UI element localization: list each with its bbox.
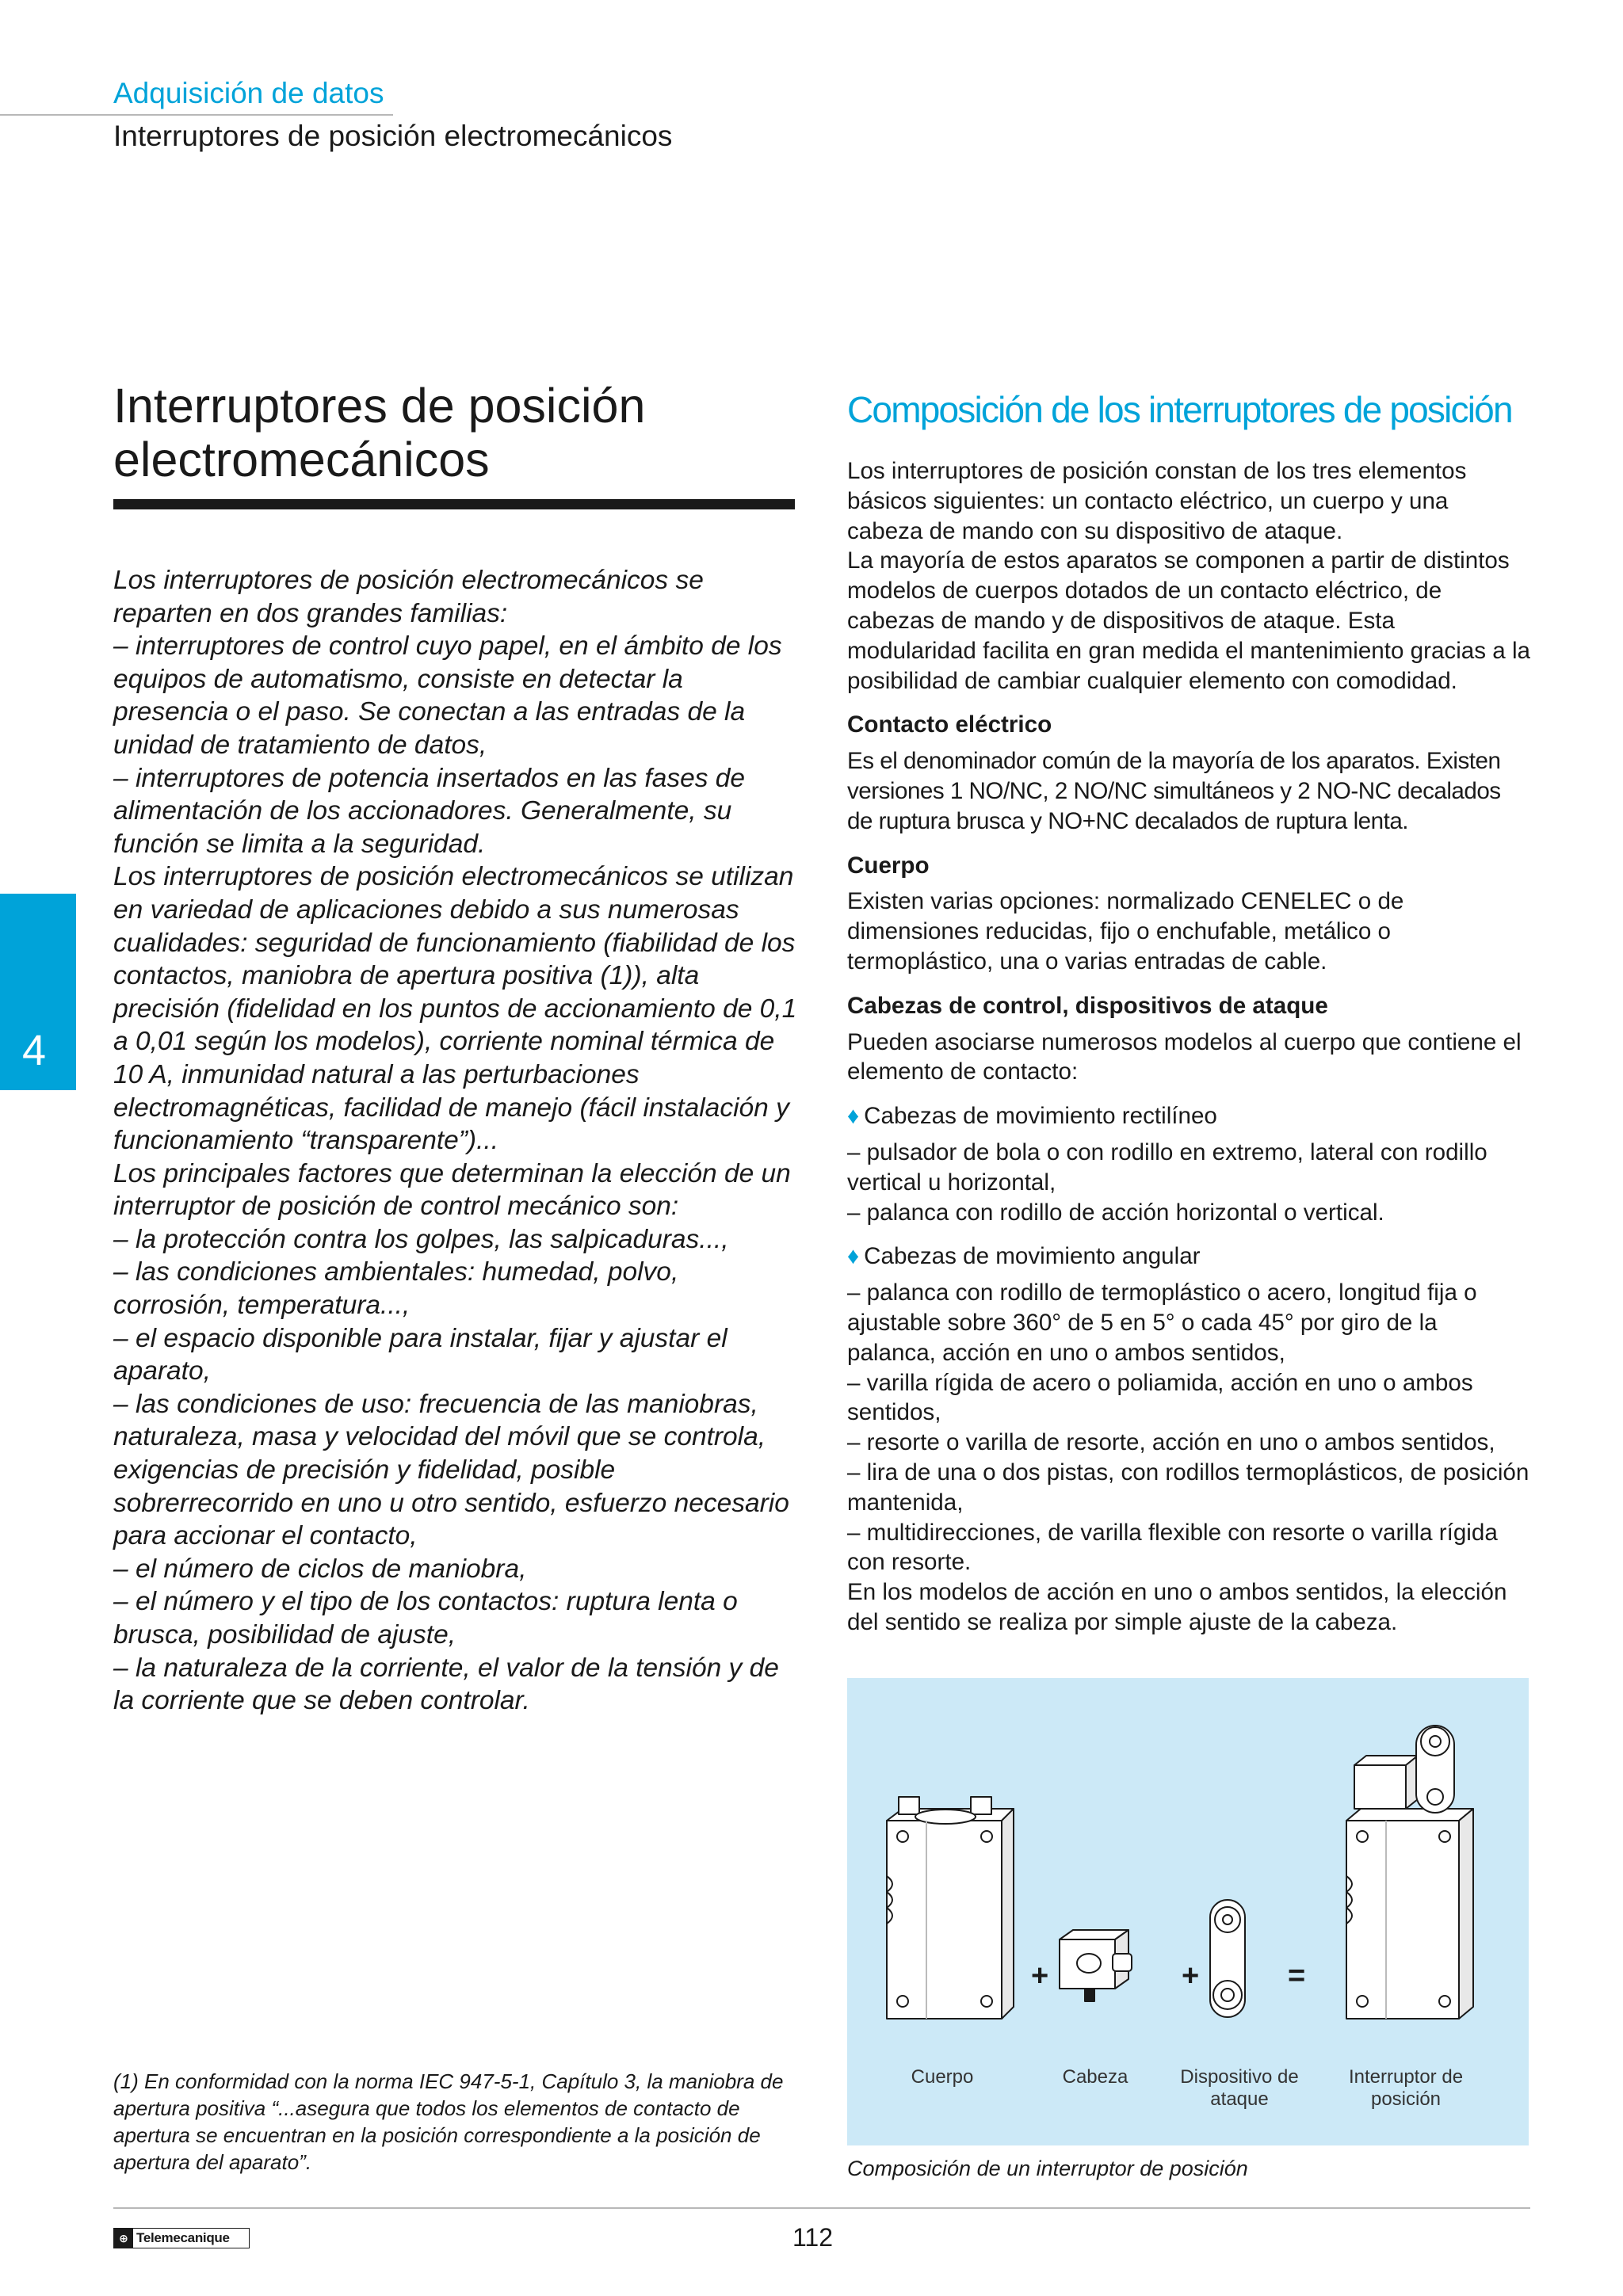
heads-heading: Cabezas de control, dispositivos de ataque xyxy=(847,992,1328,1019)
angular-heading xyxy=(847,1241,1530,1272)
page-title-line-2: electromecánicos xyxy=(113,433,490,486)
angular-item: – multidirecciones, de varilla flexible con resorte o varilla rígida con resorte. xyxy=(847,1519,1498,1576)
diamond-bullet-icon: ♦ xyxy=(847,1243,860,1270)
intro-text xyxy=(113,564,801,1718)
intro-paragraph: – las condiciones ambientales: humedad, polvo, corrosión, temperatura..., xyxy=(113,1257,679,1321)
body-heading: Cuerpo xyxy=(847,852,930,879)
plus-sign: + xyxy=(1031,1959,1049,1993)
figure-caption: Composición de un interruptor de posición xyxy=(847,2157,1248,2180)
device-label-line-1: Dispositivo de xyxy=(1180,2066,1299,2088)
angular-item: – palanca con rodillo de termoplástico o acero, longitud fija o ajustable sobre 360° de 5 en 5° o cada 45° por giro de la palanca, acción en uno o ambos sentidos, xyxy=(847,1280,1477,1366)
header-divider xyxy=(0,114,393,116)
intro-paragraph: – el número de ciclos de maniobra, xyxy=(113,1554,527,1584)
angular-item: – lira de una o dos pistas, con rodillos termoplásticos, de posición mantenida, xyxy=(847,1459,1529,1516)
angular-item: – resorte o varilla de resorte, acción en uno o ambos sentidos, xyxy=(847,1429,1495,1456)
page-number: 112 xyxy=(792,2223,834,2252)
composition-figure xyxy=(847,1678,1529,2145)
head-label: Cabeza xyxy=(1062,2066,1128,2088)
switch-label-line-1: Interruptor de xyxy=(1348,2066,1464,2088)
body-label: Cuerpo xyxy=(911,2066,974,2088)
intro-paragraph: – las condiciones de uso: frecuencia de las maniobras, naturaleza, masa y velocidad del móvil que se controla, exigencias de precisión y fidelidad, posible sobrerrecorrido en uno u otro sentido, esfuerzo necesario para accionar el contacto, xyxy=(113,1389,789,1551)
footer-divider xyxy=(113,2207,1530,2209)
brand-mark-icon: ⊕ xyxy=(114,2229,133,2248)
switch-label-line-2: posición xyxy=(1370,2088,1442,2110)
intro-paragraph: – la naturaleza de la corriente, el valor de la tensión y de la corriente que se deben controlar. xyxy=(113,1653,779,1716)
contact-heading: Contacto eléctrico xyxy=(847,711,1052,738)
intro-paragraph: Los interruptores de posición electromecánicos se reparten en dos grandes familias: xyxy=(113,566,704,628)
intro-paragraph: – el número y el tipo de los contactos: ruptura lenta o brusca, posibilidad de ajuste, xyxy=(113,1587,738,1650)
linear-heading xyxy=(847,1101,1530,1131)
angular-item: En los modelos de acción en uno o ambos sentidos, la elección del sentido se realiza por simple ajuste de la cabeza. xyxy=(847,1579,1507,1635)
device-label-line-2: ataque xyxy=(1210,2088,1269,2110)
intro-paragraph: – el espacio disponible para instalar, fijar y ajustar el aparato, xyxy=(113,1323,727,1386)
linear-item: – pulsador de bola o con rodillo en extremo, lateral con rodillo vertical u horizontal, xyxy=(847,1138,1487,1196)
page-title-line-1: Interruptores de posición xyxy=(113,379,646,433)
composition-title: Composición de los interruptores de posición xyxy=(847,389,1512,430)
equals-sign: = xyxy=(1288,1959,1306,1993)
composition-intro: La mayoría de estos aparatos se componen a partir de distintos modelos de cuerpos dotados de un contacto eléctrico, de cabezas de mando y de dispositivos de ataque. Esta modularidad facilita en gran medida el mantenimiento gracias a la posibilidad de cambiar cualquier elemento con comodidad. xyxy=(847,547,1530,694)
head-illustration xyxy=(1060,1930,1132,2001)
section-title: Adquisición de datos xyxy=(113,77,384,109)
intro-paragraph: – interruptores de control cuyo papel, en el ámbito de los equipos de automatismo, consiste en detectar la presencia o el paso. Se conectan a las entradas de la unidad de tratamiento de datos, xyxy=(113,631,782,760)
heads-text: Pueden asociarse numerosos modelos al cuerpo que contiene el elemento de contacto: xyxy=(847,1028,1522,1085)
intro-paragraph: Los principales factores que determinan la elección de un interruptor de posición de control mecánico son: xyxy=(113,1158,791,1222)
title-underline xyxy=(113,499,795,509)
chapter-number: 4 xyxy=(22,1027,47,1074)
angular-heading-label: Cabezas de movimiento angular xyxy=(864,1243,1201,1270)
linear-item: – palanca con rodillo de acción horizontal o vertical. xyxy=(847,1199,1384,1226)
contact-text: Es el denominador común de la mayoría de los aparatos. Existen versiones 1 NO/NC, 2 NO/NC simultáneos y 2 NO-NC decalados de ruptura brusca y NO+NC decalados de ruptura lenta. xyxy=(847,748,1501,834)
diamond-bullet-icon: ♦ xyxy=(847,1103,860,1130)
linear-heading-label: Cabezas de movimiento rectilíneo xyxy=(864,1103,1217,1130)
intro-paragraph: – interruptores de potencia insertados en las fases de alimentación de los accionadores. Generalmente, su función se limita a la seguridad. xyxy=(113,763,746,859)
switch-label xyxy=(1338,2066,1473,2111)
lever-illustration xyxy=(1210,1900,1245,2017)
switch-illustration xyxy=(1346,1726,1473,2019)
composition-section xyxy=(847,388,1530,1638)
composition-intro: Los interruptores de posición constan de los tres elementos básicos siguientes: un contacto eléctrico, un cuerpo y una cabeza de mando con su dispositivo de ataque. xyxy=(847,458,1467,544)
footnote: (1) En conformidad con la norma IEC 947-5-1, Capítulo 3, la maniobra de apertura positiva “...asegura que todos los elementos de contacto de apertura se encuentran en la posición correspondiente a la posición de apertura del aparato”. xyxy=(113,2069,784,2174)
brand-logo xyxy=(113,2228,250,2248)
plus-sign: + xyxy=(1182,1959,1200,1993)
body-illustration xyxy=(887,1797,1014,2019)
brand-name: Telemecanique xyxy=(136,2230,230,2245)
body-text: Existen varias opciones: normalizado CENELEC o de dimensiones reducidas, fijo o enchufable, metálico o termoplástico, una o varias entradas de cable. xyxy=(847,888,1404,974)
angular-item: – varilla rígida de acero o poliamida, acción en uno o ambos sentidos, xyxy=(847,1369,1473,1426)
intro-paragraph: – la protección contra los golpes, las salpicaduras..., xyxy=(113,1224,729,1254)
page-title xyxy=(113,379,795,486)
intro-paragraph: Los interruptores de posición electromecánicos se utilizan en variedad de aplicaciones debido a sus numerosas cualidades: seguridad de funcionamiento (fiabilidad de los contactos, maniobra de apertura positiva (1)), alta precisión (fidelidad en los puntos de accionamiento de 0,1 a 0,01 según los modelos), corriente nominal térmica de 10 A, inmunidad natural a las perturbaciones electromagnéticas, facilidad de manejo (fácil instalación y funcionamiento “transparente”)... xyxy=(113,862,797,1156)
device-label xyxy=(1172,2066,1307,2111)
subsection-title: Interruptores de posición electromecánicos xyxy=(113,120,673,152)
